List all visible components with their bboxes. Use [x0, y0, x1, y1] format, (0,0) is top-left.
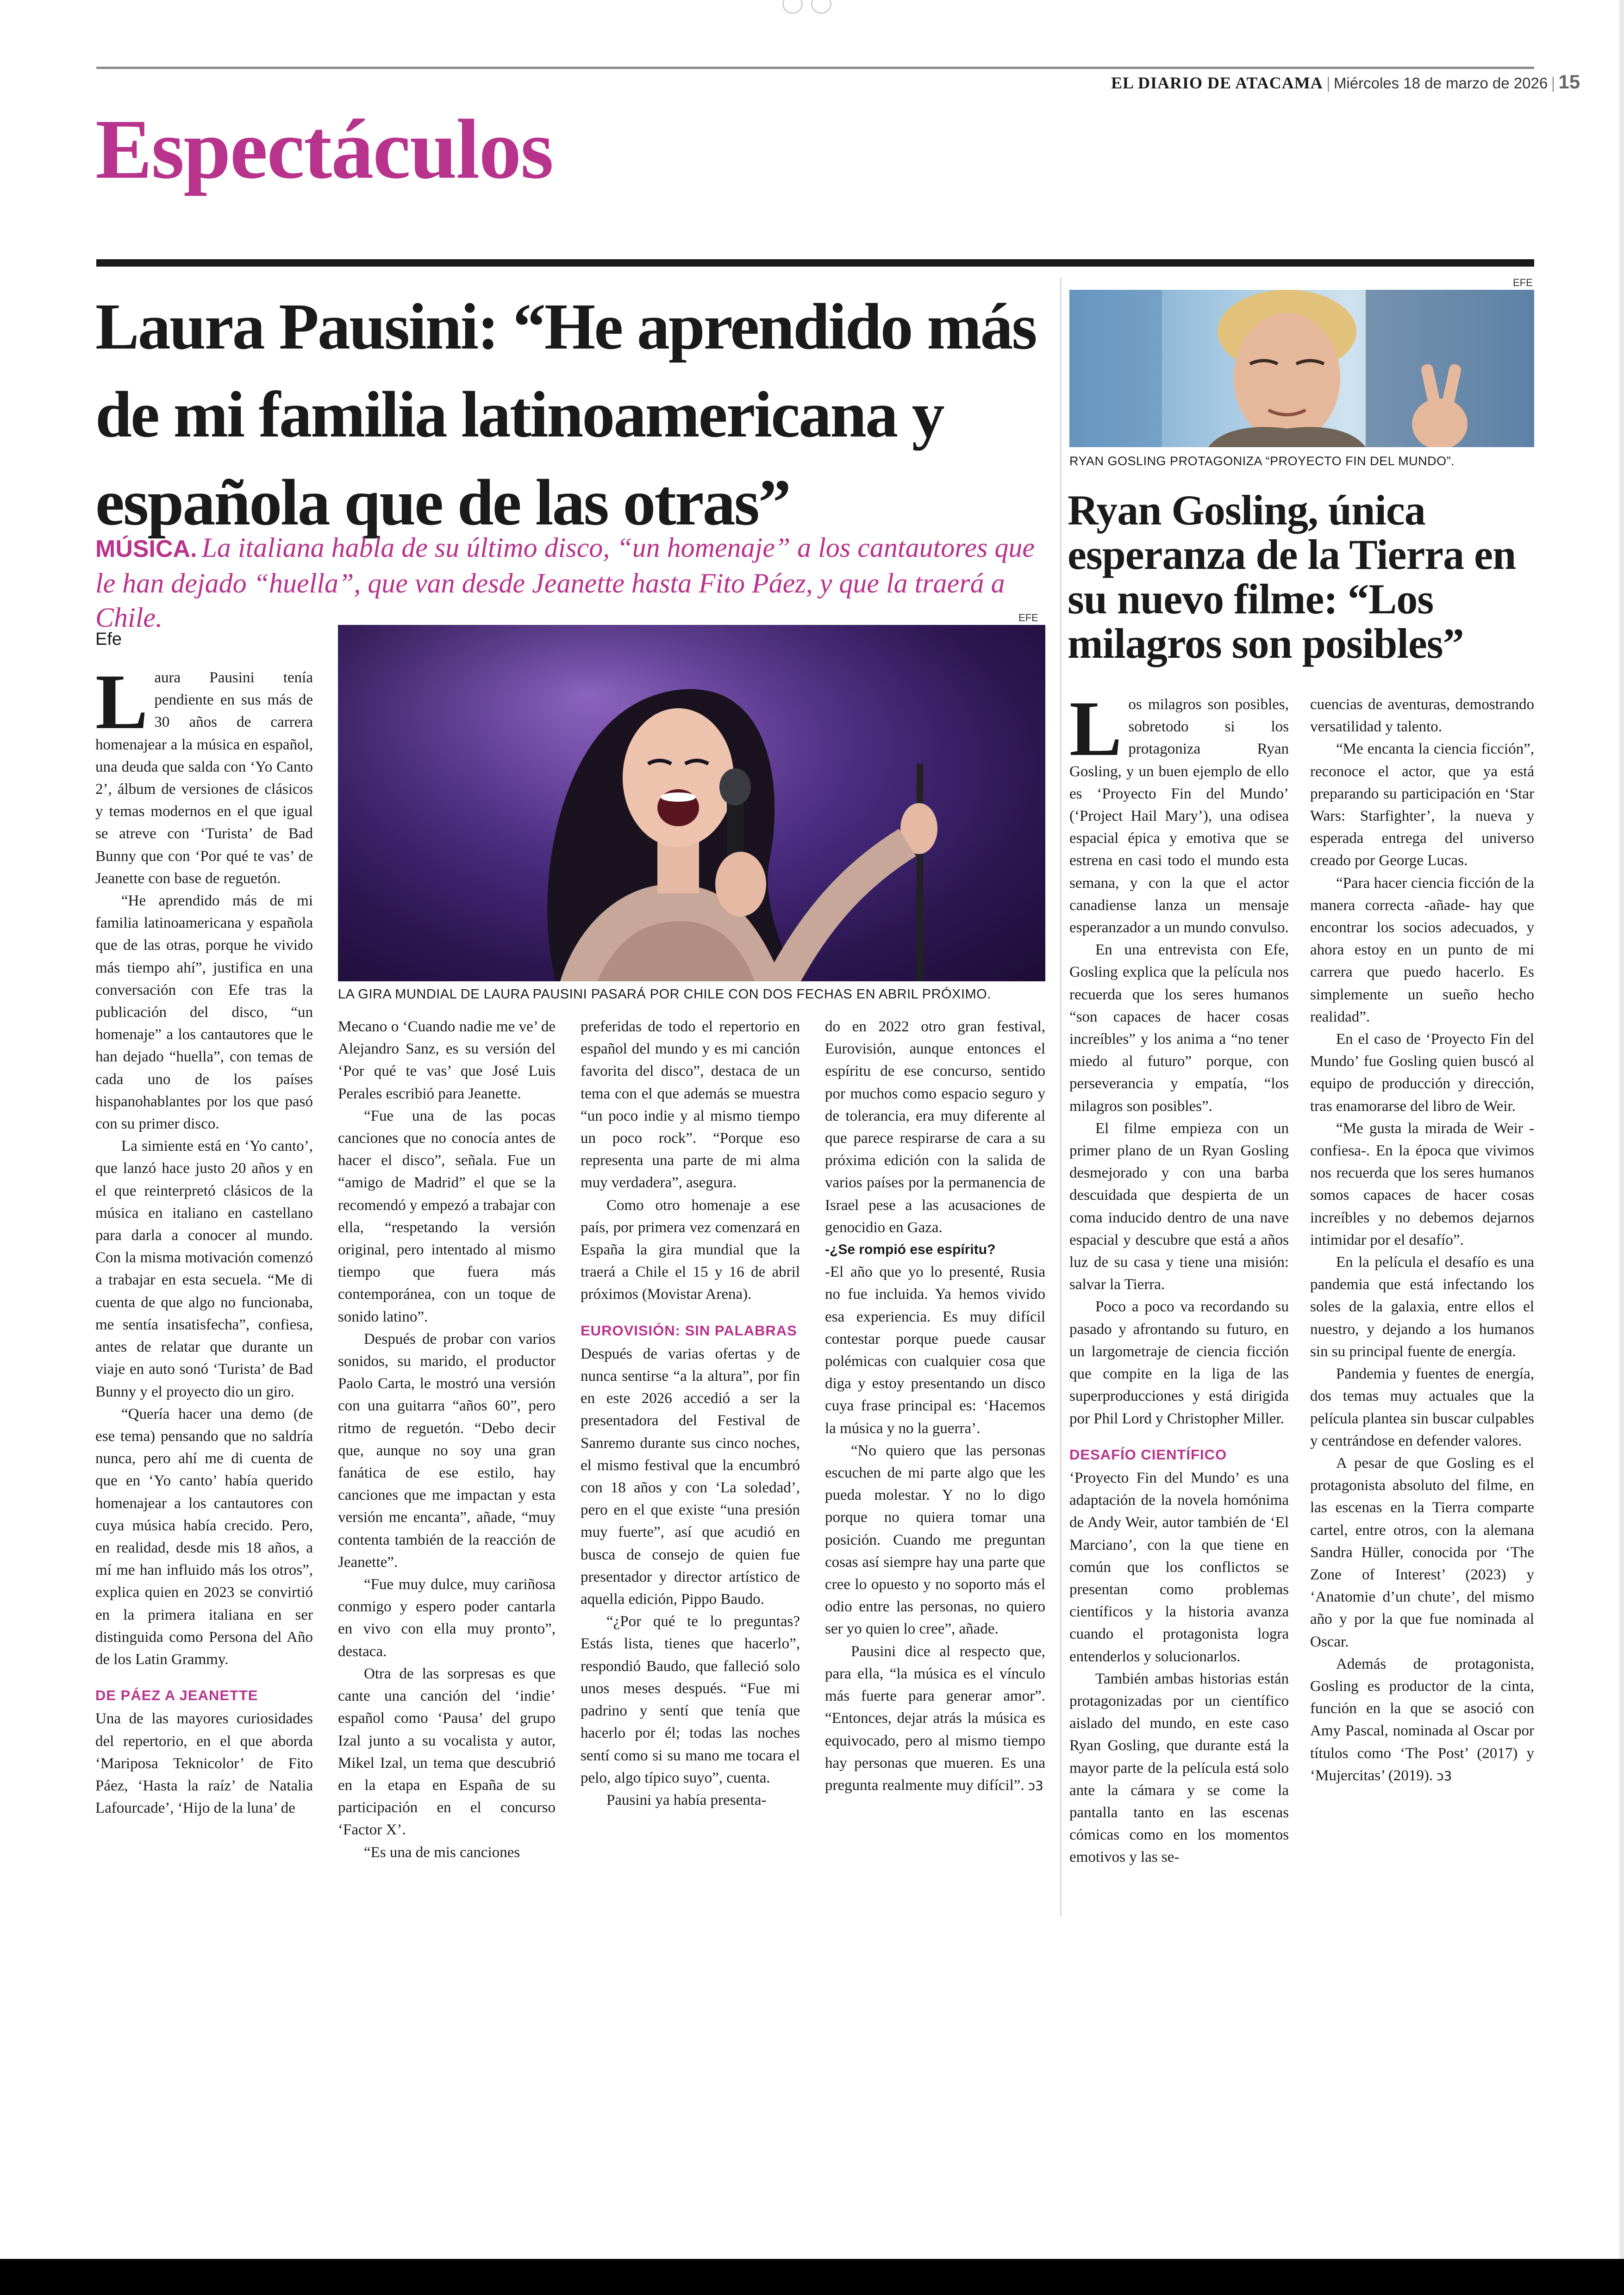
paragraph: “Para hacer ciencia ficción de la manera correcta -añade- hay que encontrar los socios adecuados, y ahora estoy en un punto de mi carrera que puedo hacerlo. Es simplemente un sueño hecho realidad”.	[1310, 874, 1534, 1025]
paragraph: “Me encanta la ciencia ficción”, reconoce el actor, que ya está preparando su participación en ‘Star Wars: Starfighter’, la nueva y esperada entrega del universo creado por George Lucas.	[1310, 741, 1534, 869]
interview-question: -¿Se rompió ese espíritu?	[825, 1242, 996, 1258]
article-column-2	[338, 1016, 556, 1864]
paragraph: “Es una de mis canciones	[364, 1844, 520, 1861]
paragraph: El filme empieza con un primer plano de un Ryan Gosling desmejorado y con una barba descuidada que despierta de un coma inducido dentro de una nave espacial y descubre que está a años luz de su casa y tiene una misión: salvar la Tierra.	[1069, 1120, 1289, 1293]
laura-pausini-photo	[338, 625, 1045, 981]
actor-illustration	[1069, 290, 1534, 447]
paragraph: Otra de las sorpresas es que cante una canción del ‘indie’ español como ‘Pausa’ del grupo Izal junto a su vocalista y autor, Mikel Izal, un tema que descubrió en la etapa en España de su participación en el concurso ‘Factor X’.	[338, 1665, 556, 1839]
article-column-1	[95, 658, 313, 1819]
paragraph: “He aprendido más de mi familia latinoamericana y española que de las otras, porque he vivido más tiempo ahí”, justifica en una conversación con Efe tras la publicación del disco, “un homenaje” a los cantautores que le han dejado “huella”, con temas de cada uno de los países hispanohablantes por los que pasó con su primer disco.	[95, 892, 313, 1133]
ryan-gosling-photo	[1069, 290, 1534, 447]
paragraph: do en 2022 otro gran festival, Eurovisión, aunque entonces el espíritu de ese concurso, sentido por muchos como espacio seguro y de tolerancia, era muy diferente al que parece respirarse de cara a su próxima edición con la salida de varios países por la permanencia de Israel pese a las acusaciones de genocidio en Gaza.	[825, 1018, 1045, 1236]
main-deck	[95, 530, 1054, 635]
paragraph: Después de varias ofertas y de nunca sentirse “a la altura”, por fin en este 2026 accedió a ser la presentadora del Festival de Sanremo durante sus cinco noches, el mismo festival que la encumbró con 18 años y con ‘La soledad’, pero en el que existe “una presión muy fuerte”, así que acudió en busca de consejo de quien fue presentador y director artístico de aquella edición, Pippo Baudo.	[581, 1345, 800, 1608]
masthead: EL DIARIO DE ATACAMA | Miércoles 18 de marzo de 2026 | 15	[1111, 71, 1580, 93]
paragraph: Laura Pausini tenía pendiente en sus más de 30 años de carrera homenajear a la música en español, una deuda que salda con ‘Yo Canto 2’, álbum de versiones de clásicos y temas modernos en el que igual se atreve con ‘Turista’ de Bad Bunny que con ‘Por qué te vas’ de Jeanette con base de reguetón.	[95, 658, 313, 887]
paragraph: En la película el desafío es una pandemia que está infectando los soles de la galaxia, entre ellos el nuestro, y dejando a los humanos sin su principal fuente de energía.	[1310, 1254, 1534, 1360]
paragraph: cuencias de aventuras, demostrando versatilidad y talento.	[1310, 696, 1534, 736]
paragraph: Una de las mayores curiosidades del repertorio, en el que aborda ‘Mariposa Teknicolor’ de Fito Páez, ‘Hasta la raíz’ de Natalia Lafourcade’, ‘Hijo de la luna’ de	[95, 1710, 313, 1817]
paragraph: “Fue una de las pocas canciones que no conocía antes de hacer el disco”, señala. Fue un “amigo de Madrid” el que se la recomendó y empezó a trabajar con ella, “respetando la versión original, pero intentado al mismo tiempo que fuera más contemporánea, con un toque de sonido latino”.	[338, 1107, 556, 1325]
paragraph: “Quería hacer una demo (de ese tema) pensando que no saldría nunca, pero ahí me di cuenta de que en ‘Yo canto’ había querido homenajear a los cantautores con cuya música había crecido. Pero, en realidad, desde mis 18 años, a mí me han influido más los otros”, explica quien en 2023 se convirtió en la primera italiana en ser distinguida como Persona del Año de los Latin Grammy.	[95, 1405, 313, 1668]
column-divider	[1060, 278, 1062, 1916]
paragraph: preferidas de todo el repertorio en español del mundo y es mi canción favorita del disco”, destaca de un tema con el que además se muestra “un poco indie y al mismo tiempo un poco rock”. “Porque eso representa una parte de mi alma muy verdadera”, asegura.	[581, 1018, 800, 1191]
section-title: Espectáculos	[95, 102, 553, 196]
paragraph: ‘Proyecto Fin del Mundo’ es una adaptación de la novela homónima de Andy Weir, autor también de ‘El Marciano’, con la que tiene en común que los conflictos se presentan como problemas científicos y la historia avanza cuando el protagonista logra entenderlos y solucionarlos.	[1069, 1469, 1289, 1665]
paragraph: La simiente está en ‘Yo canto’, que lanzó hace justo 20 años y en el que reinterpretó clásicos de la música en italiano en castellano para darla a conocer al mundo. Con la misma motivación comenzó a trabajar en esta secuela. “Me di cuenta de que algo no funcionaba, me sentía insatisfecha”, confiesa, antes de relatar que durante un viaje en auto sonó ‘Turista’ de Bad Bunny y el proyecto dio un giro.	[95, 1138, 313, 1400]
page-indicator	[782, 0, 843, 12]
paragraph: En el caso de ‘Proyecto Fin del Mundo’ fue Gosling quien buscó al equipo de producción y dirección, tras enamorarse del libro de Weir.	[1310, 1031, 1534, 1115]
side-headline: Ryan Gosling, única esperanza de la Tierra en su nuevo filme: “Los milagros son posibles”	[1068, 486, 1516, 667]
paragraph: Pausini dice al respecto que, para ella, “la música es el vínculo más fuerte para generar amor”. “Entonces, dejar atrás la música es equivocado, pero al mismo tiempo hay personas que mueren. Es una pregunta realmente muy difícil”. ↄ3	[825, 1643, 1045, 1794]
article-column-4	[825, 1016, 1045, 1797]
photo-caption: LA GIRA MUNDIAL DE LAURA PAUSINI PASARÁ POR CHILE CON DOS FECHAS EN ABRIL PRÓXIMO.	[338, 987, 991, 1002]
paragraph: “¿Por qué te lo preguntas? Estás lista, tienes que hacerlo”, respondió Baudo, que falleció solo unos meses después. “Fue mi padrino y sentí que tenía que hacerlo por él; todas las noches sentí como si su mano me tocara el pelo, algo típico suyo”, cuenta.	[581, 1613, 800, 1786]
side-photo-caption: RYAN GOSLING PROTAGONIZA “PROYECTO FIN DEL MUNDO”.	[1069, 454, 1455, 468]
paragraph: Pandemia y fuentes de energía, dos temas muy actuales que la película plantea sin buscar culpables y centrándose en defender valores.	[1310, 1366, 1534, 1449]
paragraph: Poco a poco va recordando su pasado y afrontando su futuro, en un largometraje de ciencia ficción que compite en la liga de las superproducciones y está dirigida por Phil Lord y Christopher Miller.	[1069, 1298, 1289, 1427]
paragraph: En una entrevista con Efe, Gosling explica que la película nos recuerda que los seres humanos “son capaces de hacer cosas increíbles” y los anima a “no tener miedo al futuro” porque, con perseverancia y empatía, “los milagros son posibles”.	[1069, 942, 1289, 1115]
paragraph: Como otro homenaje a ese país, por primera vez comenzará en España la gira mundial que la traerá a Chile el 15 y 16 de abril próximos (Movistar Arena).	[581, 1197, 800, 1303]
paragraph: Mecano o ‘Cuando nadie me ve’ de Alejandro Sanz, es su versión del ‘Por qué te vas’ que José Luis Perales escribió para Jeanette.	[338, 1018, 556, 1102]
paragraph: Los milagros son posibles, sobretodo si los protagoniza Ryan Gosling, y un buen ejemplo de ello es ‘Proyecto Fin del Mundo’ (‘Project Hail Mary’), una odisea espacial épica y emotiva que se estrena en casi todo el mundo esta semana, y con la que el actor canadiense lanza un mensaje esperanzador a un mundo convulso.	[1069, 685, 1289, 936]
singer-illustration	[338, 625, 1045, 981]
end-mark-icon: ↄ3	[1028, 1777, 1043, 1793]
paragraph: Pausini ya había presenta-	[606, 1791, 767, 1809]
top-rule	[96, 67, 1534, 69]
main-headline: Laura Pausini: “He aprendido más de mi familia latinoamericana y española que de las otras”	[95, 290, 1036, 539]
deck-kicker: MÚSICA.	[95, 536, 197, 562]
subhead: DESAFÍO CIENTÍFICO	[1069, 1446, 1227, 1463]
subhead: EUROVISIÓN: SIN PALABRAS	[581, 1322, 797, 1339]
dropcap: L	[95, 658, 148, 745]
side-column-2	[1310, 693, 1534, 1787]
paragraph: A pesar de que Gosling es el protagonista absoluto del filme, en las escenas en la Tierra comparte cartel, entre otros, con la alemana Sandra Hüller, conocida por ‘The Zone of Interest’ (2023) y ‘Anatomie d’un chute’, del mismo año y por la que fue nominada al Oscar.	[1310, 1454, 1534, 1650]
main-byline: Efe	[95, 630, 122, 649]
side-photo-credit: EFE	[1513, 277, 1533, 288]
deck-text: La italiana habla de su último disco, “un homenaje” a los cantautores que le han dejado “huella”, que van desde Jeanette hasta Fito Páez, y que la traerá a Chile.	[95, 532, 1035, 633]
page-dot[interactable]	[811, 0, 831, 14]
paragraph: Además de protagonista, Gosling es productor de la cinta, función en la que se asoció con Amy Pascal, nominada al Oscar por títulos como ‘The Post’ (2017) y ‘Mujercitas’ (2019). ↄ3	[1310, 1655, 1534, 1784]
subhead: DE PÁEZ A JEANETTE	[95, 1687, 258, 1704]
paragraph: “No quiero que las personas escuchen de mi parte algo que les pueda molestar. Y no lo digo porque no quiera tomar una posición. Cuando me preguntan cosas así siempre hay una parte que cree lo opuesto y no soporto más el odio entre las personas, no quiero ser yo quien lo cree”, añade.	[825, 1442, 1045, 1638]
end-mark-icon: ↄ3	[1437, 1768, 1452, 1784]
viewer-edge	[1619, 0, 1624, 2259]
paragraph: “Me gusta la mirada de Weir -confiesa-. En la época que vivimos nos recuerda que los seres humanos somos capaces de hacer cosas increíbles y no debemos dejarnos intimidar por el desafío”.	[1310, 1120, 1534, 1248]
photo-credit: EFE	[1018, 612, 1038, 624]
paragraph: También ambas historias están protagonizadas por un científico aislado del mundo, en este caso Ryan Gosling, que durante está la mayor parte de la película está solo ante la cámara y se come la pantalla tanto en las escenas cómicas como en los momentos emotivos y las se-	[1069, 1670, 1289, 1866]
page-dot[interactable]	[782, 0, 803, 14]
article-column-3	[581, 1016, 800, 1811]
section-rule	[96, 259, 1534, 267]
paragraph: Después de probar con varios sonidos, su marido, el productor Paolo Carta, le mostró una versión con una guitarra “años 60”, pero ritmo de reguetón. “Debo decir que, aunque no soy una gran fanática de ese estilo, hay canciones que me impactan y esta versión me encanta”, añade, “muy contenta también de la reacción de Jeanette”.	[338, 1330, 556, 1571]
issue-date: Miércoles 18 de marzo de 2026	[1333, 75, 1548, 92]
paper-name: EL DIARIO DE ATACAMA	[1111, 74, 1323, 92]
paragraph: -El año que yo lo presenté, Rusia no fue incluida. Ya hemos vivido esa experiencia. Es muy difícil contestar porque puede causar polémicas con cualquier cosa que diga y estoy presentando un disco cuya frase principal es: ‘Hacemos la música y no la guerra’.	[825, 1264, 1045, 1437]
dropcap: L	[1069, 685, 1122, 772]
page-number: 15	[1558, 71, 1580, 93]
viewer-bottom-bar	[0, 2259, 1624, 2295]
paragraph: “Fue muy dulce, muy cariñosa conmigo y espero poder cantarla en vivo con ella muy pronto”, destaca.	[338, 1576, 556, 1660]
side-column-1	[1069, 685, 1289, 1869]
